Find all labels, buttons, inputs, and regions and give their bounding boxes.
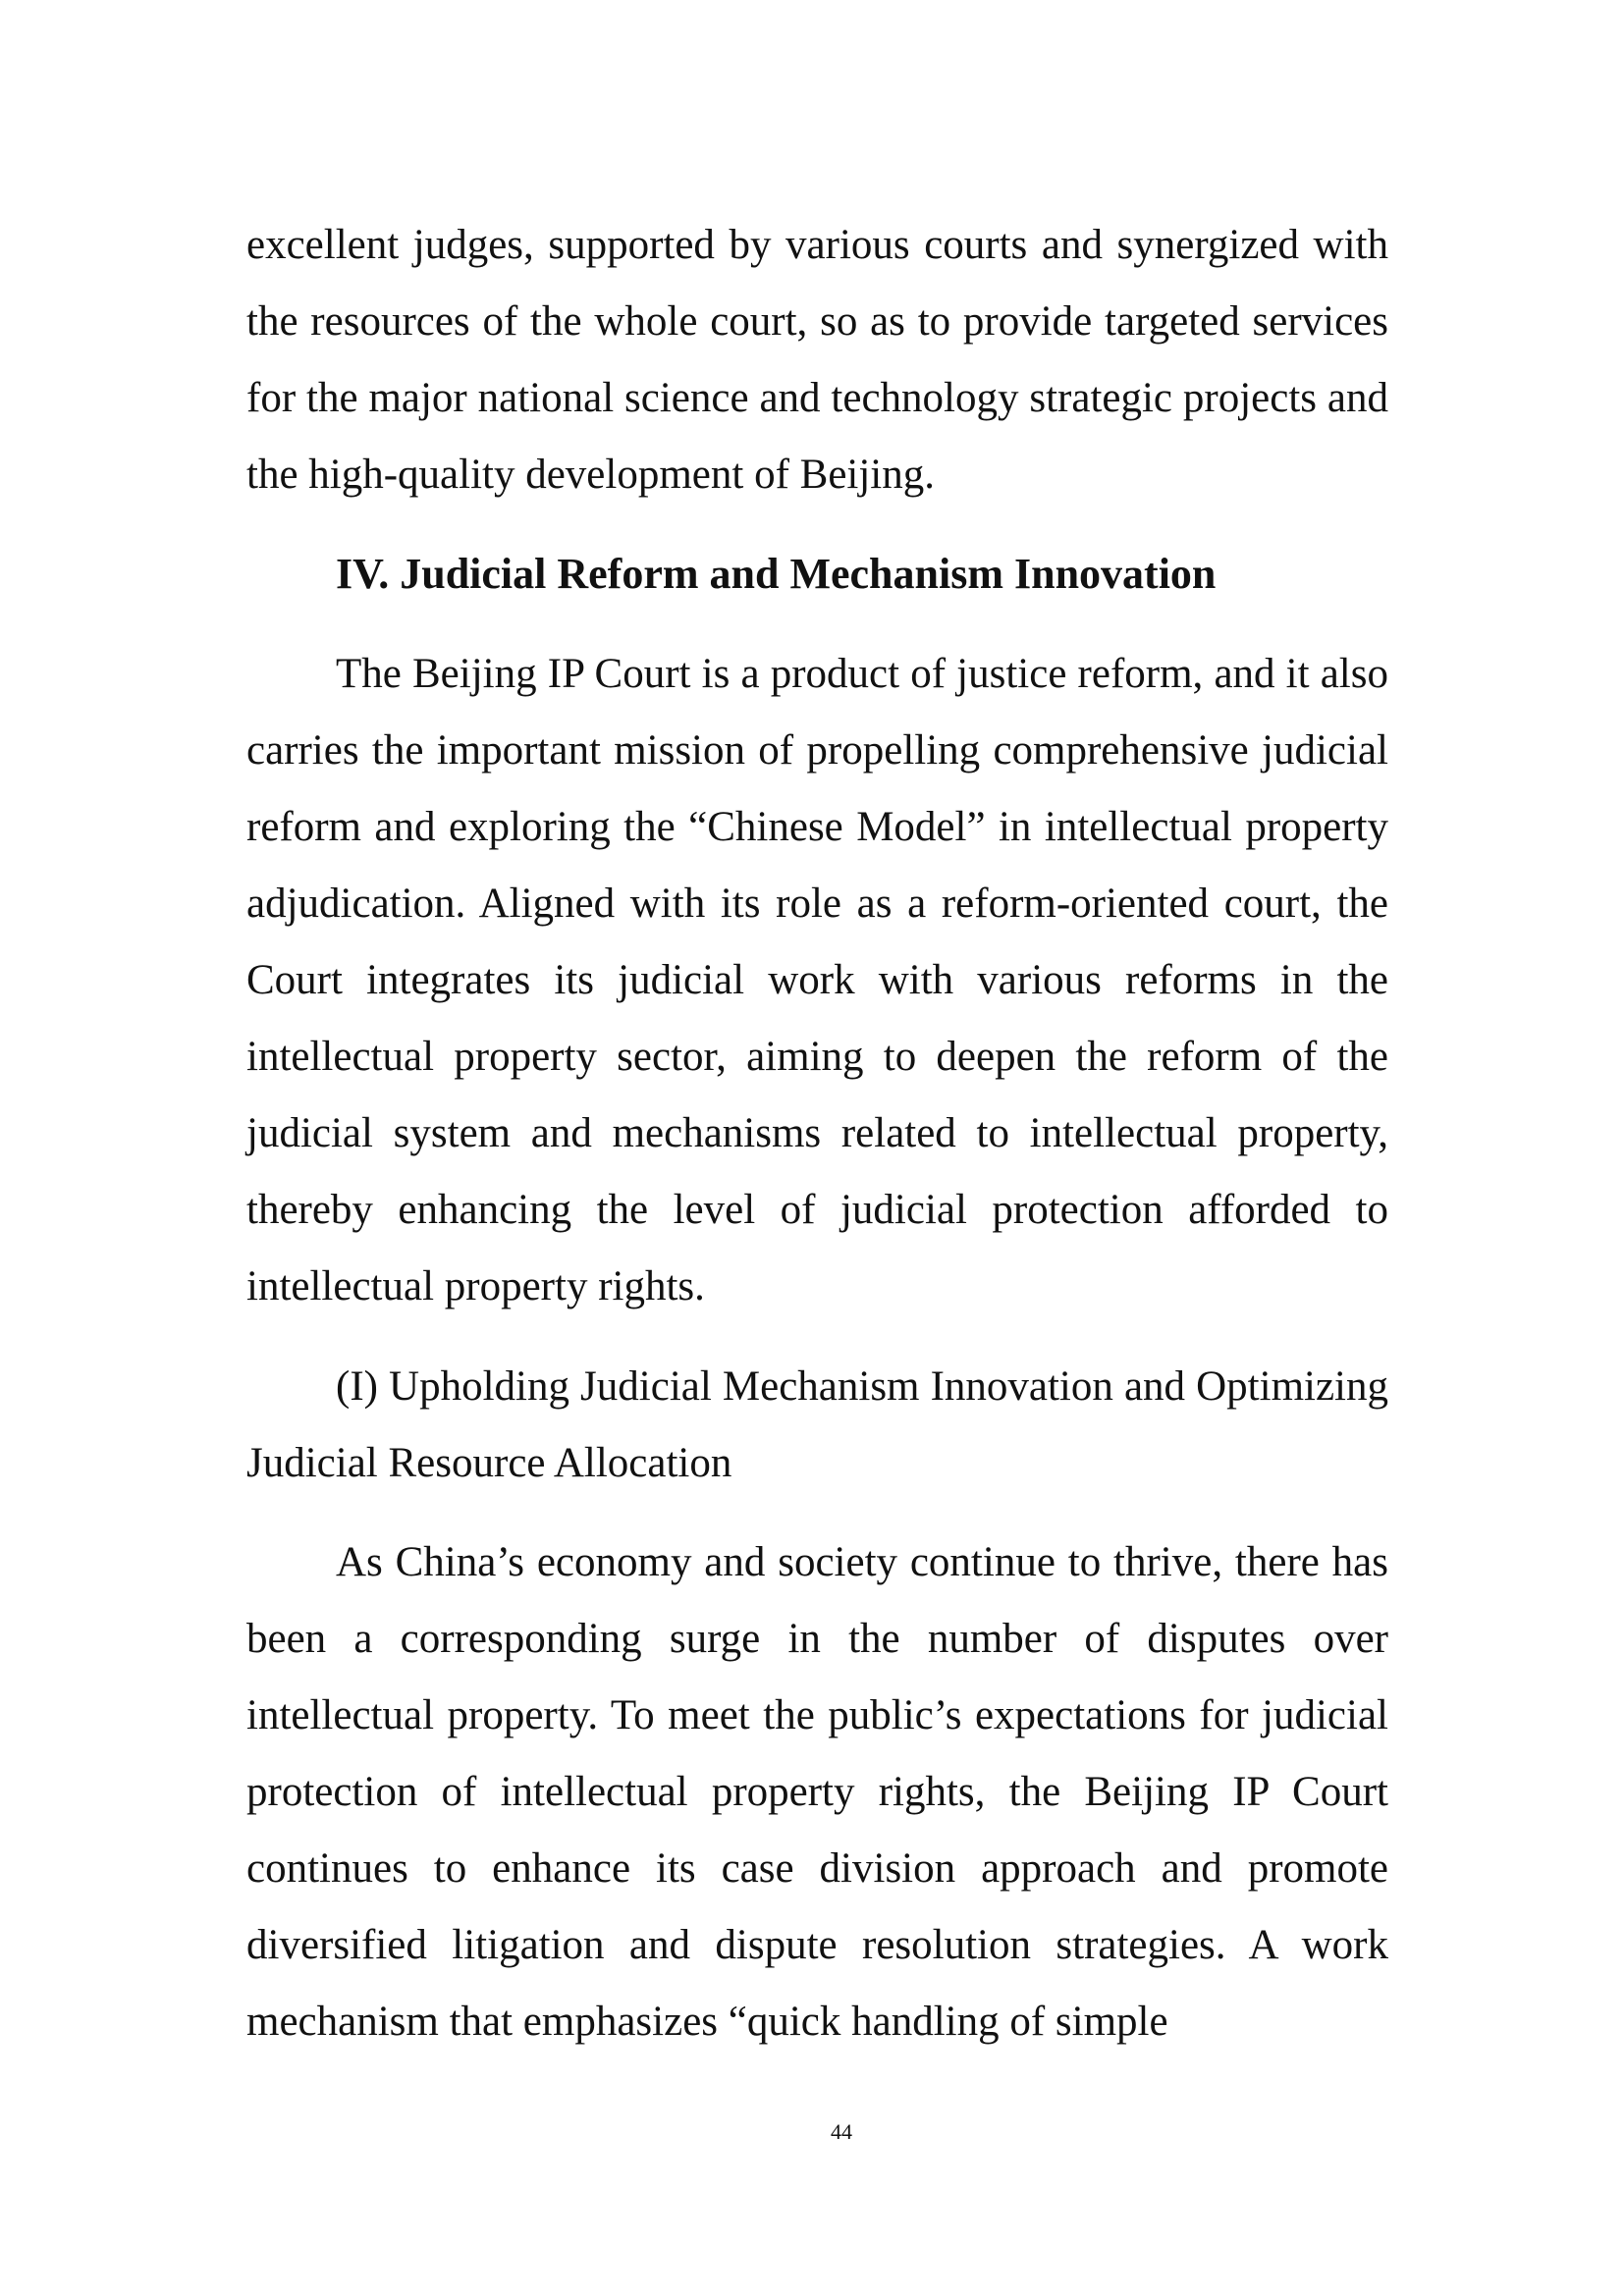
page-number: 44 xyxy=(831,2119,852,2144)
section-heading: IV. Judicial Reform and Mechanism Innovation xyxy=(336,550,1217,598)
paragraph-intro: The Beijing IP Court is a product of justice reform, and it also carries the important mission of propelling comprehensive judicial reform and exploring the “Chinese Model” in intellectual property adjudication. Aligned with its role as a reform-oriented court, the Court integrates its judicial work with various reforms in the intellectual property sector, aiming to deepen the reform of the judicial system and mechanisms related to intellectual property, thereby enhancing the level of judicial protection afforded to intellectual property rights. xyxy=(246,651,1388,1309)
paragraph-continuation: excellent judges, supported by various courts and synergized with the resources of the whole court, so as to provide targeted services for the major national science and technology strategic projects and the high-quality development of Beijing. xyxy=(246,222,1388,498)
subsection-heading: (I) Upholding Judicial Mechanism Innovation and Optimizing Judicial Resource Allocation xyxy=(246,1363,1388,1486)
paragraph-china-economy: As China’s economy and society continue to thrive, there has been a corresponding surge in the number of disputes over intellectual property. To meet the public’s expectations for judicial protection of intellectual property rights, the Beijing IP Court continues to enhance its case division approach and promote diversified litigation and dispute resolution strategies. A work mechanism that emphasizes “quick handling of simple xyxy=(246,1539,1388,2045)
